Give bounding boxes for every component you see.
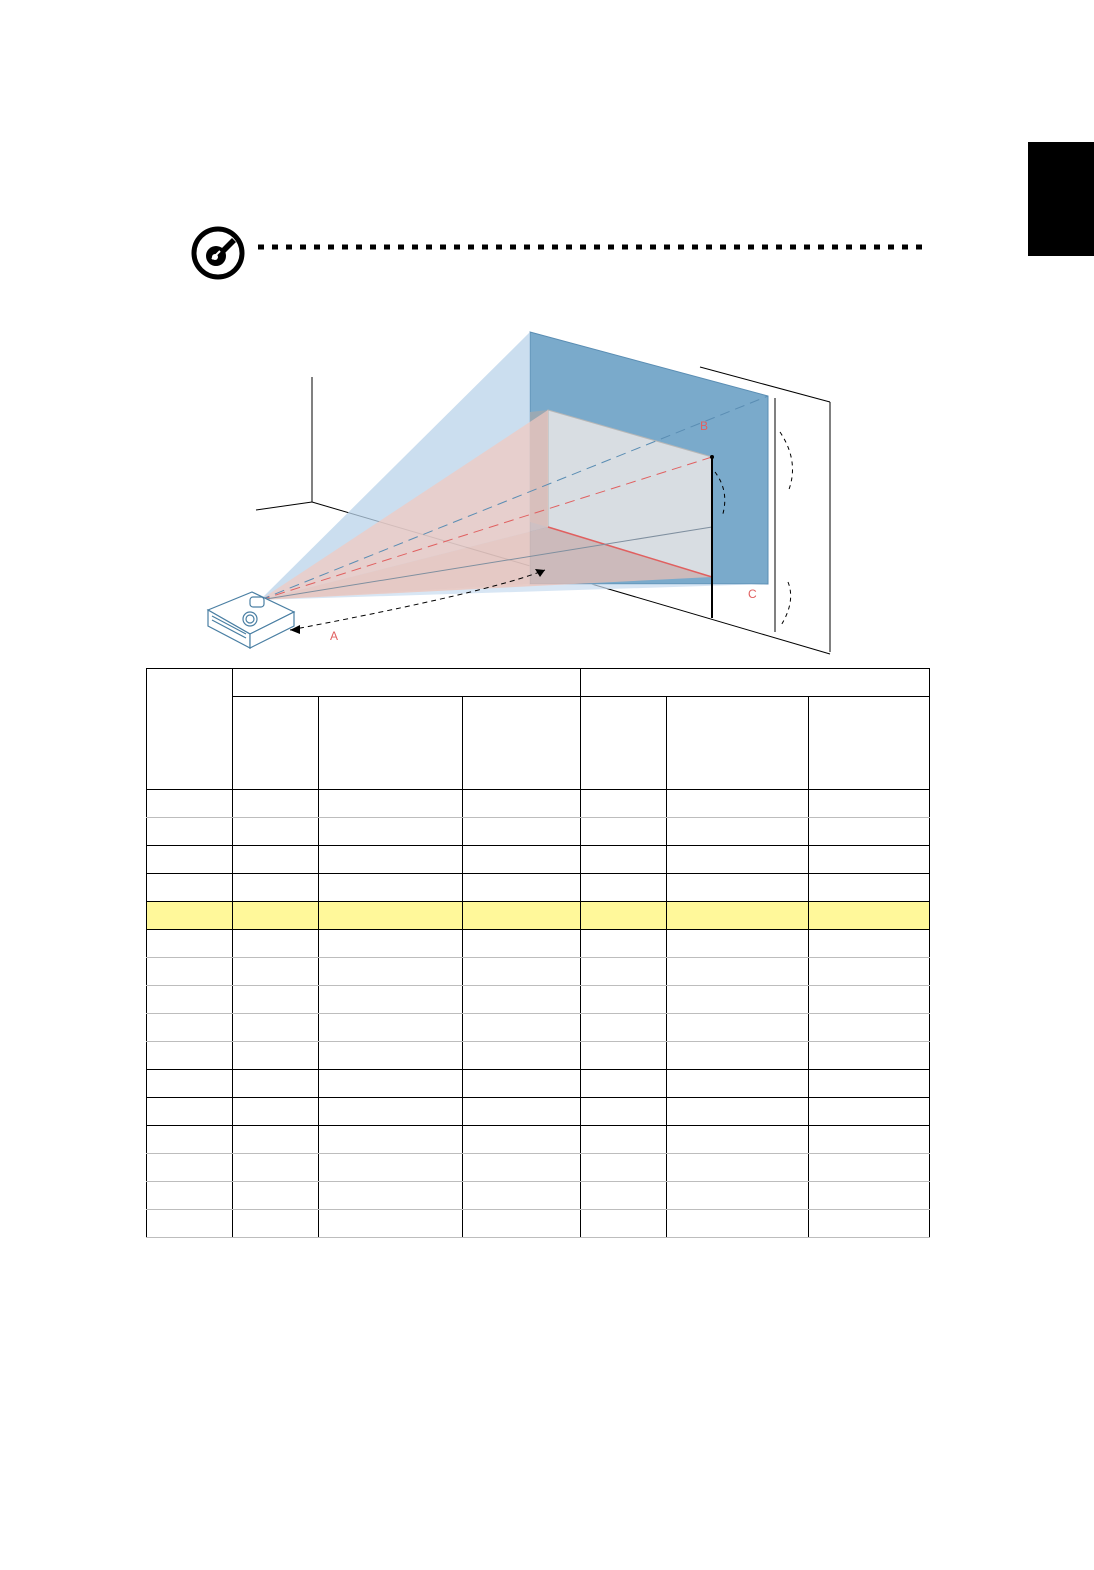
table-cell	[147, 986, 233, 1014]
table-row	[147, 1014, 930, 1042]
projection-distance-table	[146, 668, 930, 1238]
table-cell	[147, 1154, 233, 1182]
chapter-side-tab	[1028, 142, 1094, 256]
large-height-arc	[780, 582, 791, 627]
table-cell	[667, 818, 809, 846]
table-cell	[809, 874, 930, 902]
table-cell	[809, 986, 930, 1014]
table-cell	[463, 958, 581, 986]
table-cell	[463, 930, 581, 958]
table-cell	[463, 874, 581, 902]
table-cell	[319, 902, 463, 930]
table-cell	[809, 902, 930, 930]
table-cell	[233, 1182, 319, 1210]
table-cell	[147, 902, 233, 930]
table-cell	[581, 930, 667, 958]
label-a: A	[330, 629, 339, 643]
table-cell	[809, 958, 930, 986]
label-b: B	[700, 419, 709, 433]
table-cell	[319, 818, 463, 846]
table-cell	[463, 1126, 581, 1154]
table-cell	[809, 790, 930, 818]
table-cell	[667, 958, 809, 986]
table-group-header	[581, 669, 930, 697]
table-cell	[319, 874, 463, 902]
table-cell	[667, 874, 809, 902]
table-cell	[667, 790, 809, 818]
table-cell	[319, 1154, 463, 1182]
table-cell	[319, 1042, 463, 1070]
table-cell	[809, 1070, 930, 1098]
projection-distance-diagram	[190, 322, 850, 662]
table-cell	[233, 1210, 319, 1238]
table-row	[147, 902, 930, 930]
table-row	[147, 930, 930, 958]
table-cell	[463, 846, 581, 874]
table-cell	[809, 1014, 930, 1042]
table-cell	[581, 1042, 667, 1070]
table-cell	[463, 790, 581, 818]
table-row	[147, 1042, 930, 1070]
table-cell	[581, 1182, 667, 1210]
table-cell	[809, 1182, 930, 1210]
table-cell	[233, 1154, 319, 1182]
table-cell	[319, 790, 463, 818]
table-cell	[147, 818, 233, 846]
table-cell	[147, 846, 233, 874]
table-cell	[581, 1014, 667, 1042]
table-cell	[147, 790, 233, 818]
table-cell	[147, 1098, 233, 1126]
table-cell	[233, 958, 319, 986]
table-cell	[667, 1014, 809, 1042]
table-cell	[809, 930, 930, 958]
table-cell	[809, 697, 930, 790]
table-cell	[233, 902, 319, 930]
table-cell	[667, 1042, 809, 1070]
table-cell	[463, 1210, 581, 1238]
table-row	[147, 818, 930, 846]
table-cell	[581, 902, 667, 930]
table-cell	[463, 1042, 581, 1070]
table-cell	[233, 697, 319, 790]
note-dotted-rule	[258, 244, 930, 250]
table-cell	[319, 1210, 463, 1238]
table-cell	[233, 846, 319, 874]
table-row	[147, 790, 930, 818]
table-cell	[667, 846, 809, 874]
table-cell	[667, 1210, 809, 1238]
table-cell	[319, 1070, 463, 1098]
projector	[208, 592, 294, 648]
table-cell	[147, 1182, 233, 1210]
table-cell	[667, 902, 809, 930]
table-cell	[667, 930, 809, 958]
table-cell	[463, 1098, 581, 1126]
floor-line	[256, 502, 312, 510]
label-c: C	[748, 587, 757, 601]
table-cell	[581, 697, 667, 790]
table-cell	[667, 697, 809, 790]
table-cell	[463, 1014, 581, 1042]
table-cell	[319, 846, 463, 874]
table-cell	[581, 958, 667, 986]
table-row	[147, 1098, 930, 1126]
table-row	[147, 1182, 930, 1210]
table-cell	[319, 986, 463, 1014]
table-cell	[147, 1126, 233, 1154]
table-cell	[233, 874, 319, 902]
table-cell	[147, 1070, 233, 1098]
table-cell	[809, 1154, 930, 1182]
table-cell	[463, 1182, 581, 1210]
table-cell	[147, 1014, 233, 1042]
table-cell	[809, 846, 930, 874]
table-cell	[667, 1154, 809, 1182]
table-subheader-row	[147, 697, 930, 790]
table-cell	[233, 1070, 319, 1098]
table-cell	[667, 1182, 809, 1210]
table-cell	[581, 790, 667, 818]
table-cell	[581, 1210, 667, 1238]
table-cell	[809, 1042, 930, 1070]
table-cell	[233, 1098, 319, 1126]
table-cell	[319, 930, 463, 958]
table-cell	[581, 818, 667, 846]
table-row	[147, 1154, 930, 1182]
table-cell	[809, 1126, 930, 1154]
table-cell	[667, 1098, 809, 1126]
table-row	[147, 846, 930, 874]
table-cell	[233, 1014, 319, 1042]
table-cell	[147, 930, 233, 958]
table-cell	[581, 1070, 667, 1098]
large-height-arc	[780, 432, 793, 492]
table-cell	[233, 930, 319, 958]
table-cell	[319, 958, 463, 986]
table-row	[147, 1210, 930, 1238]
table-cell	[667, 986, 809, 1014]
table-cell	[319, 697, 463, 790]
table-row	[147, 874, 930, 902]
table-cell	[147, 958, 233, 986]
table-cell	[581, 1126, 667, 1154]
table-cell	[147, 1210, 233, 1238]
table-cell	[581, 874, 667, 902]
table-cell	[581, 986, 667, 1014]
table-cell	[319, 1014, 463, 1042]
table-cell	[233, 818, 319, 846]
table-cell	[147, 874, 233, 902]
table-cell	[463, 697, 581, 790]
table-cell	[581, 846, 667, 874]
table-cell	[233, 986, 319, 1014]
table-group-header	[233, 669, 581, 697]
table-header-row	[147, 669, 930, 697]
table-cell	[463, 902, 581, 930]
table-cell	[233, 1042, 319, 1070]
table-cell	[581, 1098, 667, 1126]
table-cell	[147, 669, 233, 697]
table-cell	[809, 818, 930, 846]
table-cell	[147, 697, 233, 790]
table-cell	[463, 986, 581, 1014]
table-cell	[809, 1098, 930, 1126]
table-cell	[463, 1154, 581, 1182]
table-row	[147, 986, 930, 1014]
table-cell	[581, 1154, 667, 1182]
table-cell	[233, 1126, 319, 1154]
table-cell	[319, 1126, 463, 1154]
table-row	[147, 958, 930, 986]
table-cell	[463, 818, 581, 846]
table-cell	[667, 1070, 809, 1098]
table-cell	[319, 1098, 463, 1126]
table-cell	[147, 1042, 233, 1070]
table-cell	[809, 1210, 930, 1238]
table-cell	[233, 790, 319, 818]
table-row	[147, 1070, 930, 1098]
note-pencil-icon	[190, 225, 246, 281]
table-cell	[319, 1182, 463, 1210]
table-row	[147, 1126, 930, 1154]
table-cell	[667, 1126, 809, 1154]
table-cell	[463, 1070, 581, 1098]
